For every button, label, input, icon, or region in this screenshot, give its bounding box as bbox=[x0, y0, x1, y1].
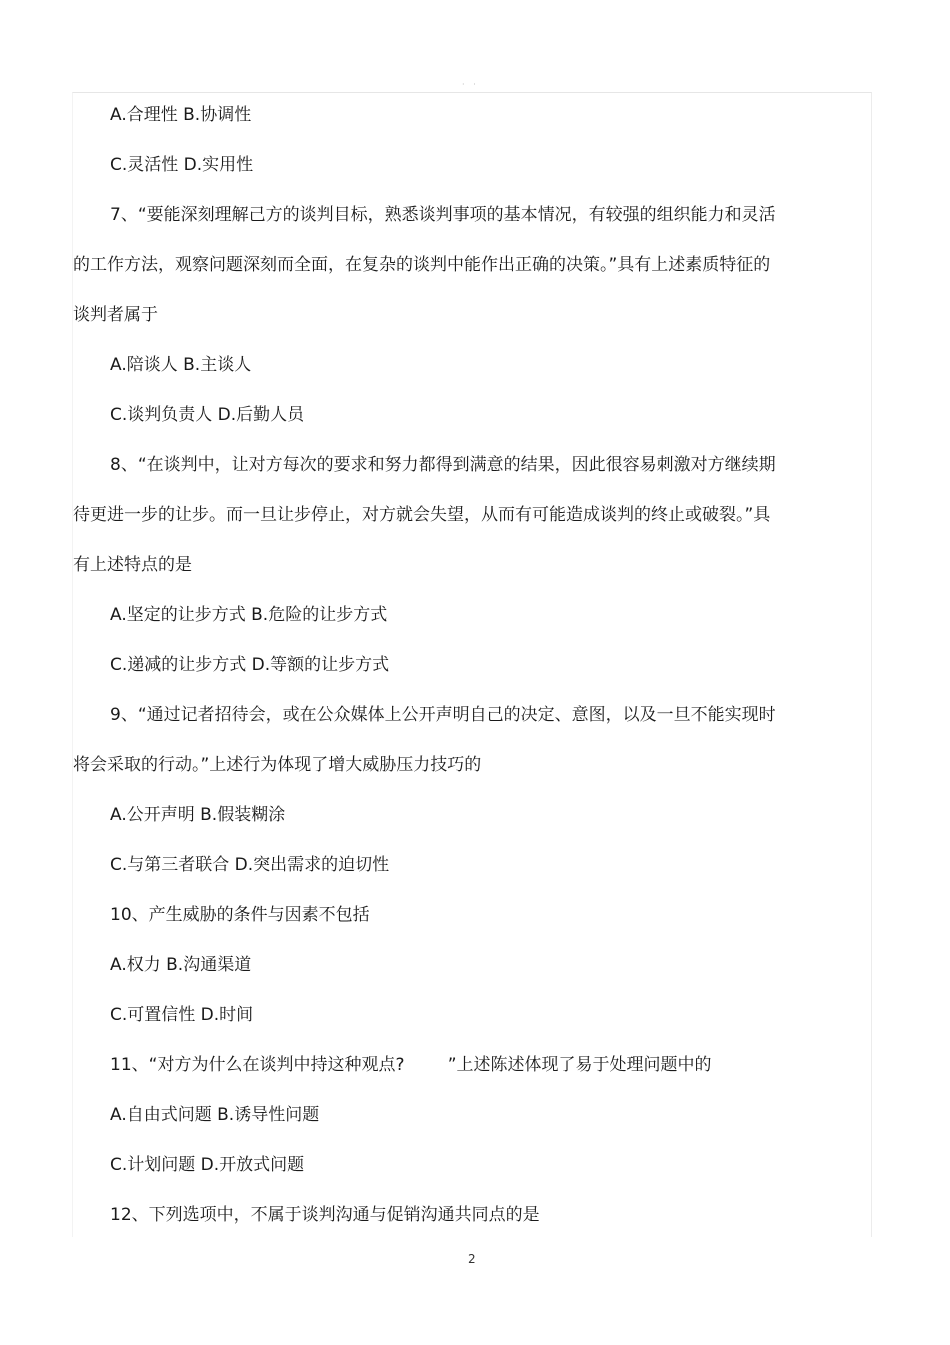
text-line: C.与第三者联合 D.突出需求的迫切性 bbox=[110, 855, 390, 875]
text-line: A.陪谈人 B.主谈人 bbox=[110, 355, 252, 375]
text-line: 谈判者属于 bbox=[73, 305, 158, 325]
text-line: C.谈判负责人 D.后勤人员 bbox=[110, 405, 305, 425]
text-line: 10、产生威胁的条件与因素不包括 bbox=[110, 905, 370, 925]
text-line: C.可置信性 D.时间 bbox=[110, 1005, 254, 1025]
text-line: 12、下列选项中，不属于谈判沟通与促销沟通共同点的是 bbox=[110, 1205, 540, 1225]
text-line: 7、“要能深刻理解己方的谈判目标，熟悉谈判事项的基本情况，有较强的组织能力和灵活 bbox=[110, 205, 776, 225]
text-line: A.公开声明 B.假装糊涂 bbox=[110, 805, 286, 825]
text-line: 11、“对方为什么在谈判中持这种观点? ”上述陈述体现了易于处理问题中的 bbox=[110, 1055, 712, 1075]
text-line: A.坚定的让步方式 B.危险的让步方式 bbox=[110, 605, 388, 625]
text-line: A.合理性 B.协调性 bbox=[110, 105, 252, 125]
text-line: C.递减的让步方式 D.等额的让步方式 bbox=[110, 655, 390, 675]
text-line: 有上述特点的是 bbox=[73, 555, 192, 575]
text-line: 8、“在谈判中，让对方每次的要求和努力都得到满意的结果，因此很容易刺激对方继续期 bbox=[110, 455, 776, 475]
document-body bbox=[73, 90, 833, 1240]
text-line: 的工作方法，观察问题深刻而全面，在复杂的谈判中能作出正确的决策。”具有上述素质特征的 bbox=[73, 255, 771, 275]
text-line: A.权力 B.沟通渠道 bbox=[110, 955, 252, 975]
text-line: C.灵活性 D.实用性 bbox=[110, 155, 254, 175]
header-mark: · · bbox=[462, 80, 479, 89]
page-number: 2 bbox=[468, 1252, 476, 1266]
text-line: A.自由式问题 B.诱导性问题 bbox=[110, 1105, 320, 1125]
text-line: 9、“通过记者招待会，或在公众媒体上公开声明自己的决定、意图，以及一旦不能实现时 bbox=[110, 705, 776, 725]
text-line: 待更进一步的让步。而一旦让步停止，对方就会失望，从而有可能造成谈判的终止或破裂。”具 bbox=[73, 505, 771, 525]
text-line: 将会采取的行动。”上述行为体现了增大威胁压力技巧的 bbox=[73, 755, 482, 775]
text-line: C.计划问题 D.开放式问题 bbox=[110, 1155, 305, 1175]
